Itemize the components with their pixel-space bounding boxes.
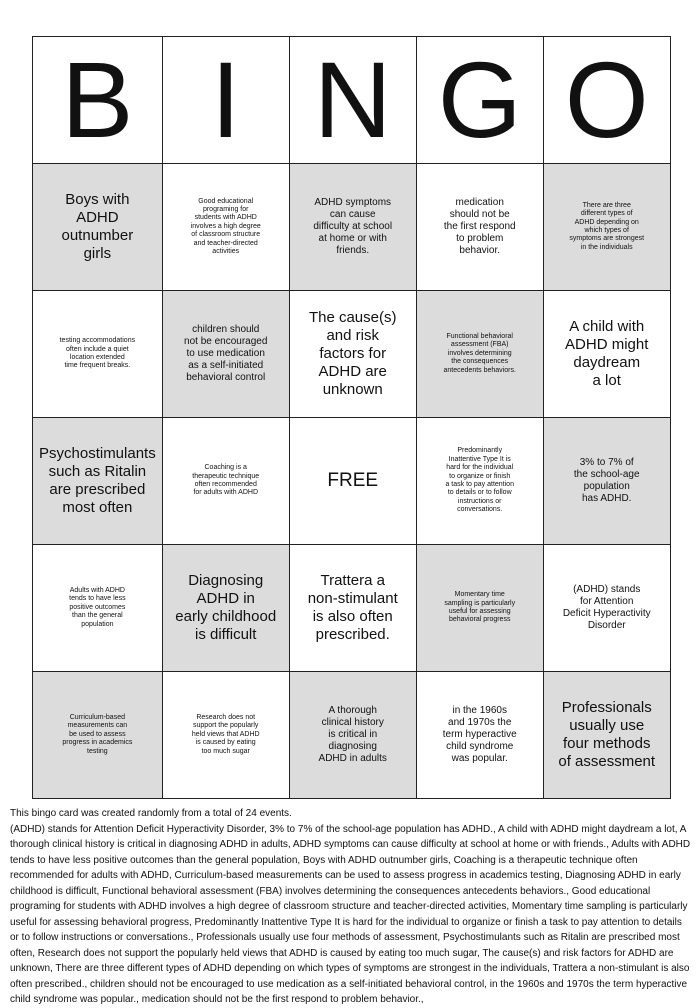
bingo-cell: Momentary time sampling is particularly useful for assessing behavioral progress	[416, 545, 543, 672]
free-space: FREE	[289, 418, 416, 545]
bingo-cell: medication should not be the first respond to problem behavior.	[416, 164, 543, 291]
bingo-cell: Coaching is a therapeutic technique often recommended for adults with ADHD	[162, 418, 289, 545]
footer-event-list: (ADHD) stands for Attention Deficit Hyperactivity Disorder, 3% to 7% of the school-age population has ADHD., A child with ADHD might daydream a lot, A thorough clinical history is critical in diagnosing ADHD in adults, ADHD symptoms can cause difficulty at school at home or with friends., Adults with ADHD tends to have less positive outcomes than the general population, Boys with ADHD outnumber girls, Coaching is a therapeutic technique often recommended for adults with ADHD, Curriculum-based measurements can be used to assess progress in academics testing, Diagnosing ADHD in early childhood is difficult, Functional behavioral assessment (FBA) involves determining the consequences antecedents behaviors., Good educational programing for students with ADHD involves a high degree of classroom structure and teacher-directed activities, Momentary time sampling is particularly useful for assessing behavioral progress, Predominantly Inattentive Type It is hard for the individual to organize or finish a task to pay attention to details or to follow instructions or conversations., Professionals usually use four methods of assessment, Psychostimulants such as Ritalin are prescribed most often, Research does not support the popularly held views that ADHD is caused by eating too much sugar, The cause(s) and risk factors for ADHD are unknown, There are three different types of ADHD depending on which types of symptoms are strongest in the individuals, Trattera a non-stimulant is also often prescribed., children should not be encouraged to use medication as a self-initiated behavioral control, in the 1960s and 1970s the term hyperactive child syndrome was popular., medication should not be the first respond to problem behavior.,	[10, 823, 691, 1005]
bingo-cell: Good educational programing for students with ADHD involves a high degree of classroom structure and teacher-directed activities	[162, 164, 289, 291]
bingo-cell: Predominantly Inattentive Type It is hard for the individual to organize or finish a task to pay attention to details or to follow instructions or conversations.	[416, 418, 543, 545]
header-letter-b: B	[33, 37, 163, 164]
bingo-cell: children should not be encouraged to use medication as a self-initiated behavioral control	[162, 291, 289, 418]
bingo-cell: Boys with ADHD outnumber girls	[33, 164, 163, 291]
bingo-cell: 3% to 7% of the school-age population has ADHD.	[543, 418, 670, 545]
bingo-cell: The cause(s) and risk factors for ADHD are unknown	[289, 291, 416, 418]
header-letter-o: O	[543, 37, 670, 164]
bingo-cell: Adults with ADHD tends to have less positive outcomes than the general population	[33, 545, 163, 672]
bingo-cell: (ADHD) stands for Attention Deficit Hyperactivity Disorder	[543, 545, 670, 672]
header-letter-g: G	[416, 37, 543, 164]
bingo-row	[33, 291, 671, 418]
bingo-row	[33, 545, 671, 672]
bingo-cell: Diagnosing ADHD in early childhood is difficult	[162, 545, 289, 672]
bingo-cell: Curriculum-based measurements can be used to assess progress in academics testing	[33, 672, 163, 799]
header-letter-i: I	[162, 37, 289, 164]
bingo-cell: in the 1960s and 1970s the term hyperactive child syndrome was popular.	[416, 672, 543, 799]
bingo-cell: There are three different types of ADHD depending on which types of symptoms are strongest in the individuals	[543, 164, 670, 291]
bingo-row	[33, 164, 671, 291]
bingo-cell: Professionals usually use four methods of assessment	[543, 672, 670, 799]
bingo-row	[33, 418, 671, 545]
bingo-cell: ADHD symptoms can cause difficulty at school at home or with friends.	[289, 164, 416, 291]
bingo-cell: Functional behavioral assessment (FBA) involves determining the consequences antecedents behaviors.	[416, 291, 543, 418]
bingo-header-row	[33, 37, 671, 164]
bingo-cell: A thorough clinical history is critical in diagnosing ADHD in adults	[289, 672, 416, 799]
bingo-grid	[33, 164, 671, 799]
bingo-cell: Psychostimulants such as Ritalin are prescribed most often	[33, 418, 163, 545]
bingo-cell: Trattera a non-stimulant is also often prescribed.	[289, 545, 416, 672]
bingo-card	[32, 36, 671, 799]
bingo-row	[33, 672, 671, 799]
bingo-cell: Research does not support the popularly held views that ADHD is caused by eating too much sugar	[162, 672, 289, 799]
header-letter-n: N	[289, 37, 416, 164]
footer-intro: This bingo card was created randomly from a total of 24 events.	[10, 808, 292, 819]
card-footer	[10, 806, 692, 1008]
bingo-cell: A child with ADHD might daydream a lot	[543, 291, 670, 418]
bingo-cell: testing accommodations often include a quiet location extended time frequent breaks.	[33, 291, 163, 418]
